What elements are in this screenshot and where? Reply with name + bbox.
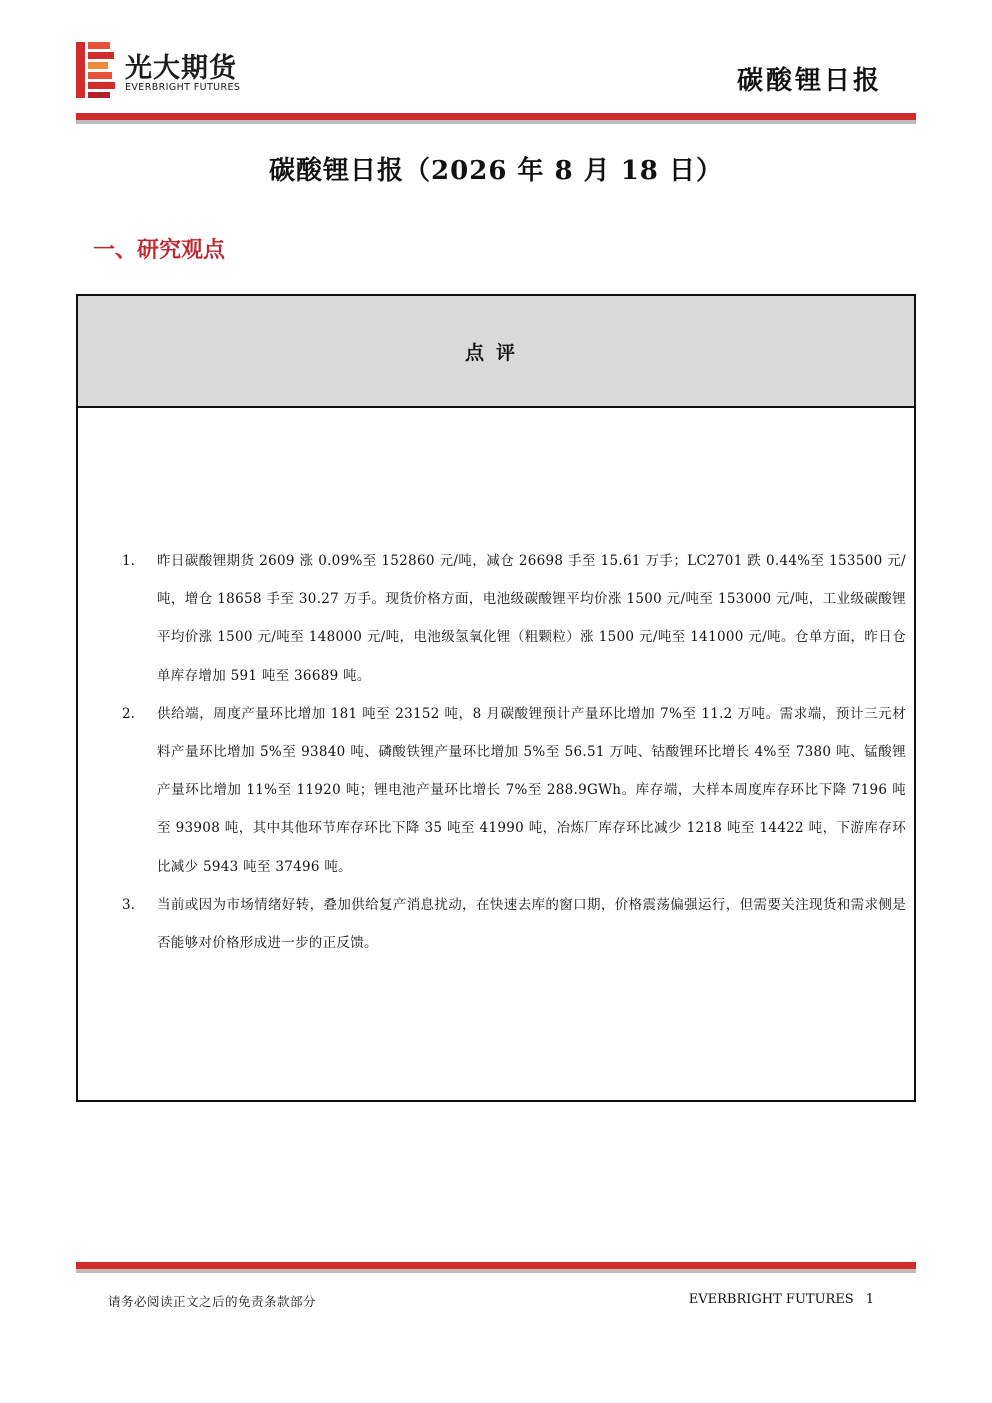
item-number: 1.	[122, 553, 135, 569]
commentary-list	[78, 542, 914, 962]
commentary-item	[78, 886, 914, 962]
footer-brand: EVERBRIGHT FUTURES	[688, 1292, 854, 1307]
disclaimer-note: 请务必阅读正文之后的免责条款部分	[108, 1294, 317, 1309]
section-heading: 一、研究观点	[93, 238, 226, 263]
item-text: 当前或因为市场情绪好转，叠加供给复产消息扰动，在快速去库的窗口期，价格震荡偏强运行，但需要关注现货和需求侧是否能够对价格形成进一步的正反馈。	[157, 896, 906, 952]
commentary-item	[78, 695, 914, 886]
page-number: 1	[865, 1292, 874, 1307]
commentary-box	[76, 294, 916, 1102]
logo-chinese-name: 光大期货	[125, 53, 237, 84]
company-logo	[76, 42, 286, 100]
footer-divider	[76, 1262, 916, 1273]
item-text: 供给端，周度产量环比增加 181 吨至 23152 吨，8 月碳酸锂预计产量环比增加 7%至 11.2 万吨。需求端，预计三元材料产量环比增加 5%至 93840 吨、磷酸铁锂产量环比增加 5%至 56.51 万吨、钴酸锂环比增长 4%至 7380 吨、锰酸锂产量环比增加 11%至 11920 吨；锂电池产量环比增长 7%至 288.9GWh。库存端，大样本周度库存环比下降 7196 吨至 93908 吨，其中其他环节库存环比下降 35 吨至 41990 吨，冶炼厂库存环比减少 1218 吨至 14422 吨，下游库存环比减少 5943 吨至 37496 吨。	[157, 705, 906, 875]
footer-brand-block	[689, 1292, 874, 1307]
item-number: 3.	[122, 896, 135, 913]
document-title: 碳酸锂日报（2026 年 8 月 18 日）	[269, 156, 723, 186]
commentary-header: 点评	[78, 296, 914, 408]
item-text: 昨日碳酸锂期货 2609 涨 0.09%至 152860 元/吨，减仓 26698 手至 15.61 万手；LC2701 跌 0.44%至 153500 元/吨，增仓 18658 手至 30.27 万手。现货价格方面，电池级碳酸锂平均价涨 1500 元/吨至 153000 元/吨，工业级碳酸锂平均价涨 1500 元/吨至 148000 元/吨，电池级氢氧化锂（粗颗粒）涨 1500 元/吨至 141000 元/吨。仓单方面，昨日仓单库存增加 591 吨至 36689 吨。	[157, 553, 906, 684]
report-name: 碳酸锂日报	[736, 66, 882, 96]
everbright-logo-icon	[76, 42, 116, 98]
header-divider	[76, 113, 916, 124]
commentary-item	[78, 542, 914, 695]
logo-english-name: EVERBRIGHT FUTURES	[125, 82, 241, 93]
item-number: 2.	[122, 705, 135, 722]
